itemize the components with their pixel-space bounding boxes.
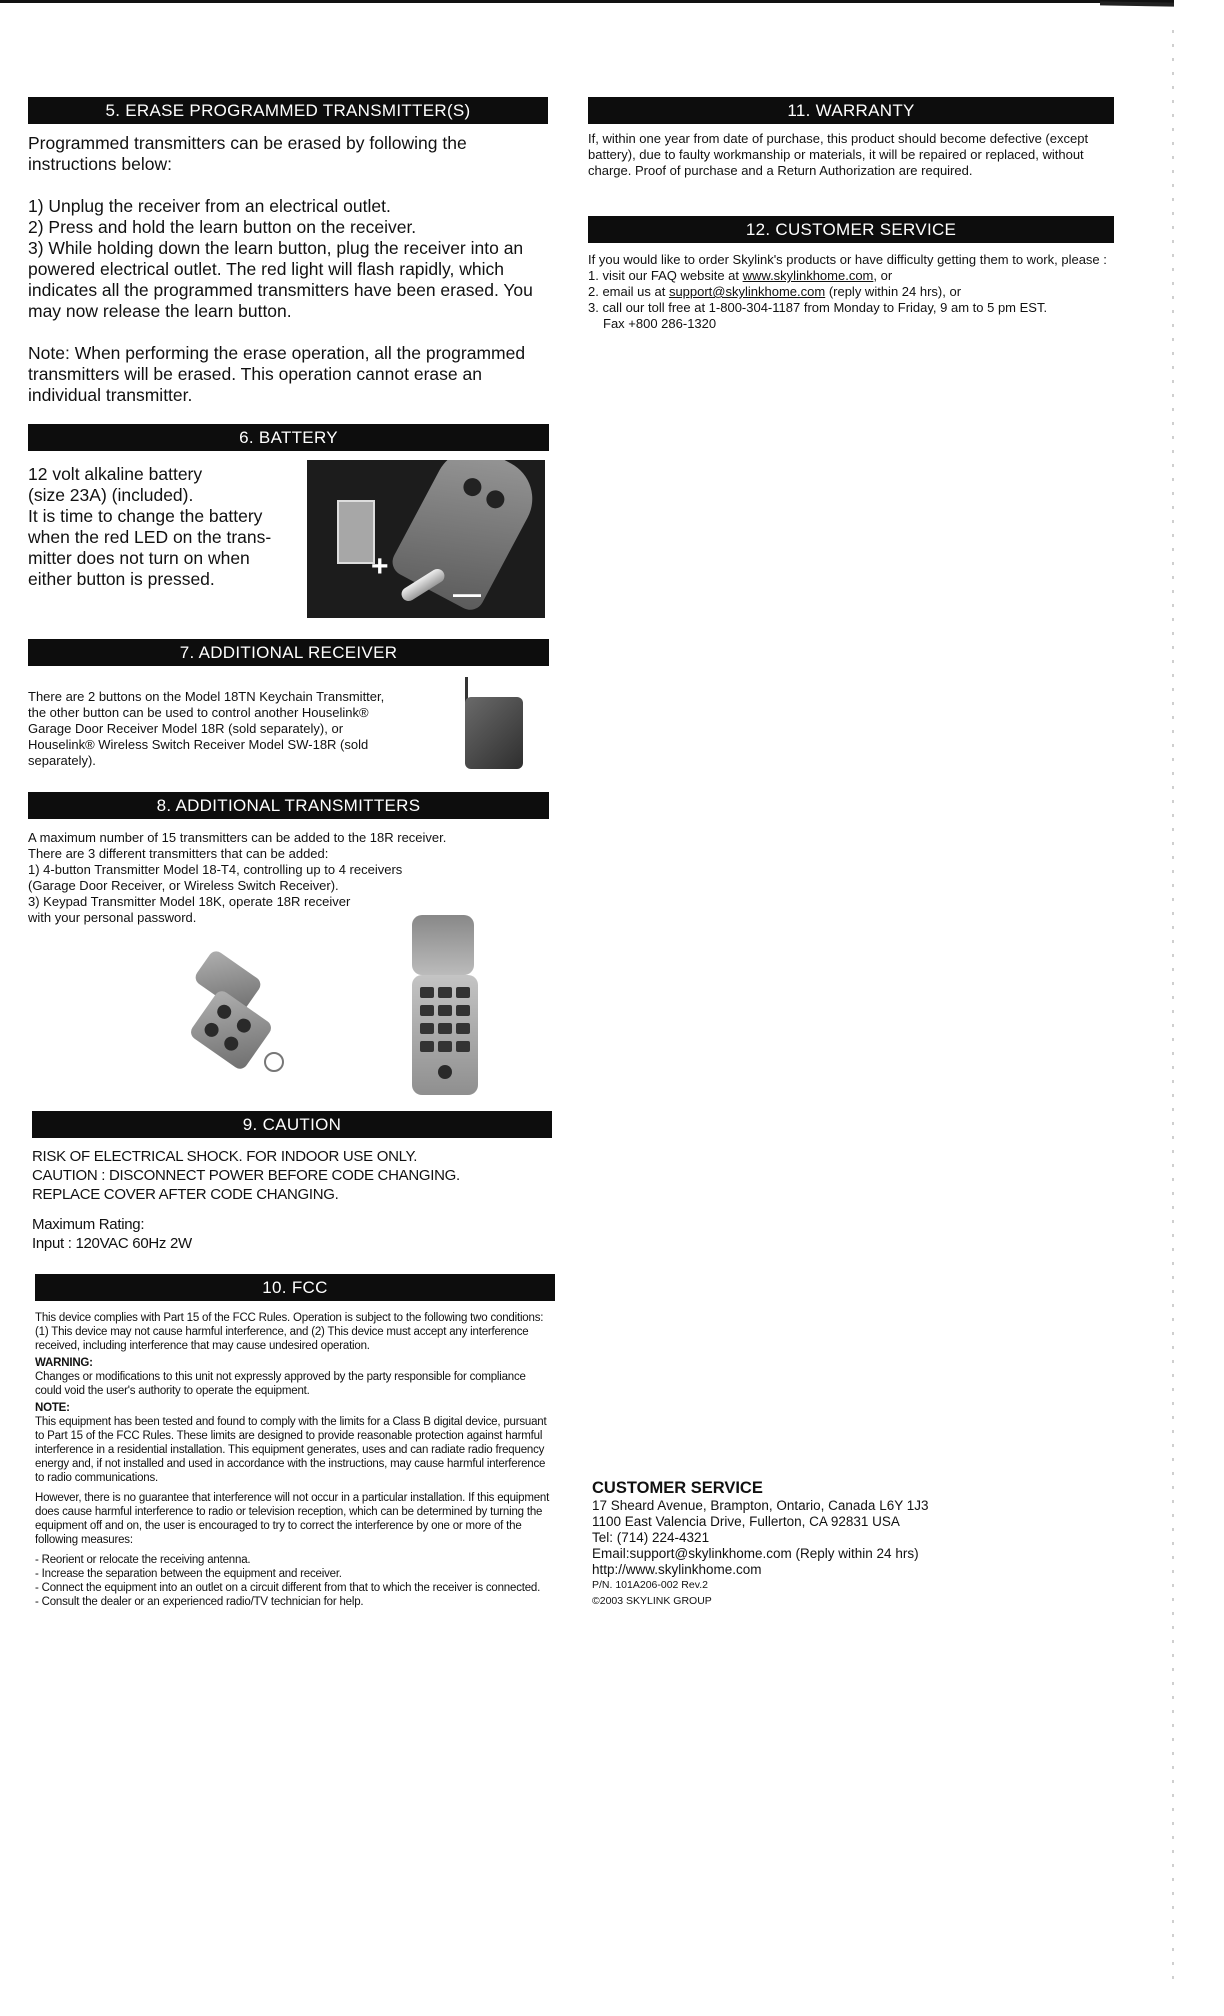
receiver-photo bbox=[443, 677, 543, 789]
section-fcc bbox=[35, 1274, 555, 1609]
contact-line: Tel: (714) 224-4321 bbox=[592, 1530, 710, 1545]
receiver-line: There are 2 buttons on the Model 18TN Keychain Transmitter, bbox=[28, 689, 385, 704]
erase-step-1: 1) Unplug the receiver from an electrical outlet. bbox=[28, 196, 391, 216]
receiver-text bbox=[28, 689, 448, 769]
fcc-warning-label: WARNING: bbox=[35, 1357, 93, 1369]
service-item-2-text: 2. email us at bbox=[588, 284, 669, 299]
receiver-line: separately). bbox=[28, 753, 96, 768]
erase-step-3: 3) While holding down the learn button, plug the receiver into an powered electrical outlet. The red light will flash rapidly, which indicates all the programmed transmitters have been erased. You may now release the learn button. bbox=[28, 238, 533, 321]
section-title: 10. FCC bbox=[35, 1274, 555, 1301]
plus-symbol: + bbox=[371, 550, 389, 583]
section-title: 11. WARRANTY bbox=[588, 97, 1114, 124]
support-email-link[interactable]: support@skylinkhome.com bbox=[668, 284, 826, 299]
service-intro: If you would like to order Skylink's products or have difficulty getting them to work, please : bbox=[588, 252, 1107, 267]
key-ring bbox=[264, 1052, 284, 1072]
caution-text bbox=[32, 1147, 552, 1253]
caution-line: RISK OF ELECTRICAL SHOCK. FOR INDOOR USE ONLY. bbox=[32, 1148, 418, 1165]
fcc-text bbox=[35, 1311, 555, 1609]
rating-value: Input : 120VAC 60Hz 2W bbox=[32, 1235, 192, 1252]
section-battery bbox=[28, 424, 549, 609]
contact-block bbox=[592, 1478, 1112, 1608]
caution-line: REPLACE COVER AFTER CODE CHANGING. bbox=[32, 1186, 339, 1203]
section-title: 8. ADDITIONAL TRANSMITTERS bbox=[28, 792, 549, 819]
service-item-1 bbox=[588, 268, 1114, 284]
contact-line: 17 Sheard Avenue, Brampton, Ontario, Canada L6Y 1J3 bbox=[592, 1498, 929, 1513]
service-item-2-suffix: (reply within 24 hrs), or bbox=[825, 284, 962, 299]
erase-note: Note: When performing the erase operation, all the programmed transmitters will be erased. This operation cannot erase an individual transmitter. bbox=[28, 343, 526, 405]
contact-line: 1100 East Valencia Drive, Fullerton, CA 92831 USA bbox=[592, 1514, 900, 1529]
section-title: 6. BATTERY bbox=[28, 424, 549, 451]
battery-line: 12 volt alkaline battery bbox=[28, 464, 203, 484]
minus-symbol: — bbox=[453, 578, 481, 609]
service-fax: Fax +800 286-1320 bbox=[603, 316, 717, 331]
caution-line: CAUTION : DISCONNECT POWER BEFORE CODE CHANGING. bbox=[32, 1167, 460, 1184]
section-additional-receiver bbox=[28, 639, 549, 768]
section-caution bbox=[32, 1111, 552, 1253]
battery-line: It is time to change the battery bbox=[28, 506, 263, 526]
receiver-line: Houselink® Wireless Switch Receiver Model SW-18R (sold bbox=[28, 737, 369, 752]
battery-photo bbox=[307, 460, 545, 618]
keypad-cover bbox=[412, 915, 474, 975]
erase-step-2: 2) Press and hold the learn button on the receiver. bbox=[28, 217, 417, 237]
four-button-transmitter-photo bbox=[178, 952, 318, 1082]
section-additional-transmitters bbox=[28, 792, 549, 925]
service-item-3: 3. call our toll free at 1-800-304-1187 from Monday to Friday, 9 am to 5 pm EST. bbox=[588, 300, 1048, 315]
transmitters-line: with your personal password. bbox=[28, 910, 197, 925]
contact-line: http://www.skylinkhome.com bbox=[592, 1562, 762, 1577]
contact-line: Email:support@skylinkhome.com (Reply within 24 hrs) bbox=[592, 1546, 919, 1561]
erase-intro: Programmed transmitters can be erased by following the instructions below: bbox=[28, 133, 467, 174]
fcc-measure: - Consult the dealer or an experienced radio/TV technician for help. bbox=[35, 1596, 364, 1608]
garage-receiver bbox=[465, 697, 523, 769]
top-rule bbox=[0, 0, 1174, 3]
transmitters-line: 1) 4-button Transmitter Model 18-T4, controlling up to 4 receivers bbox=[28, 862, 403, 877]
fcc-note-label: NOTE: bbox=[35, 1402, 70, 1414]
part-number: P/N. 101A206-002 Rev.2 bbox=[592, 1579, 708, 1591]
fcc-measure: - Connect the equipment into an outlet on a circuit different from that to which the receiver is connected. bbox=[35, 1582, 541, 1594]
four-button-transmitter bbox=[188, 988, 274, 1072]
fcc-measure: - Increase the separation between the equipment and receiver. bbox=[35, 1568, 342, 1580]
warranty-text: If, within one year from date of purchase, this product should become defective (except battery), due to faulty workmanship or materials, it will be repaired or replaced, without charge. Proof of purchase and a Return Authorization are required. bbox=[588, 131, 1089, 178]
battery-line: mitter does not turn on when bbox=[28, 548, 250, 568]
section-erase bbox=[28, 97, 548, 406]
section-title: 12. CUSTOMER SERVICE bbox=[588, 216, 1114, 243]
keypad-transmitter bbox=[412, 975, 478, 1095]
copyright: ©2003 SKYLINK GROUP bbox=[592, 1595, 712, 1607]
section-title: 7. ADDITIONAL RECEIVER bbox=[28, 639, 549, 666]
battery-line: either button is pressed. bbox=[28, 569, 215, 589]
service-item-1-suffix: , or bbox=[873, 268, 893, 283]
fcc-note: This equipment has been tested and found to comply with the limits for a Class B digital device, pursuant to Part 15 of the FCC Rules. These limits are designed to provide reasonable protection against harmful interference in a residential installation. This equipment generates, uses and can radiate radio frequency energy and, if not installed and used in accordance with the instructions, may cause harmful interference to radio communications. bbox=[35, 1416, 547, 1484]
fcc-warning: Changes or modifications to this unit not expressly approved by the party responsible for compliance could void the user's authority to operate the equipment. bbox=[35, 1371, 526, 1397]
transmitters-line: (Garage Door Receiver, or Wireless Switch Receiver). bbox=[28, 878, 339, 893]
service-item-1-text: 1. visit our FAQ website at bbox=[588, 268, 743, 283]
scan-edge bbox=[1172, 30, 1174, 1980]
fcc-conditions: This device complies with Part 15 of the FCC Rules. Operation is subject to the following two conditions: (1) This device may not cause harmful interference, and (2) This device must accept any interference received, including interference that may cause undesired operation. bbox=[35, 1312, 544, 1352]
fcc-guarantee: However, there is no guarantee that interference will not occur in a particular installation. If this equipment does cause harmful interference to radio or television reception, which can be determined by turning the equipment off and on, the user is encouraged to try to correct the interference by one or more of the following measures: bbox=[35, 1492, 550, 1546]
receiver-line: Garage Door Receiver Model 18R (sold separately), or bbox=[28, 721, 344, 736]
section-customer-service bbox=[588, 216, 1114, 332]
battery-line: when the red LED on the trans- bbox=[28, 527, 272, 547]
keypad-transmitter-photo bbox=[398, 915, 498, 1105]
transmitters-line: There are 3 different transmitters that can be added: bbox=[28, 846, 329, 861]
rating-label: Maximum Rating: bbox=[32, 1216, 145, 1233]
battery-line: (size 23A) (included). bbox=[28, 485, 194, 505]
transmitters-text bbox=[28, 830, 548, 926]
faq-website-link[interactable]: www.skylinkhome.com bbox=[742, 268, 874, 283]
contact-heading: CUSTOMER SERVICE bbox=[592, 1479, 763, 1497]
service-item-2 bbox=[588, 284, 1114, 300]
fcc-measure: - Reorient or relocate the receiving antenna. bbox=[35, 1554, 251, 1566]
battery-text bbox=[28, 464, 298, 590]
receiver-line: the other button can be used to control another Houselink® bbox=[28, 705, 369, 720]
section-title: 9. CAUTION bbox=[32, 1111, 552, 1138]
transmitters-line: A maximum number of 15 transmitters can be added to the 18R receiver. bbox=[28, 830, 447, 845]
circuit-board bbox=[337, 500, 375, 564]
section-title: 5. ERASE PROGRAMMED TRANSMITTER(S) bbox=[28, 97, 548, 124]
section-warranty bbox=[588, 97, 1114, 179]
transmitters-line: 3) Keypad Transmitter Model 18K, operate 18R receiver bbox=[28, 894, 351, 909]
top-rule-corner bbox=[1100, 1, 1174, 6]
